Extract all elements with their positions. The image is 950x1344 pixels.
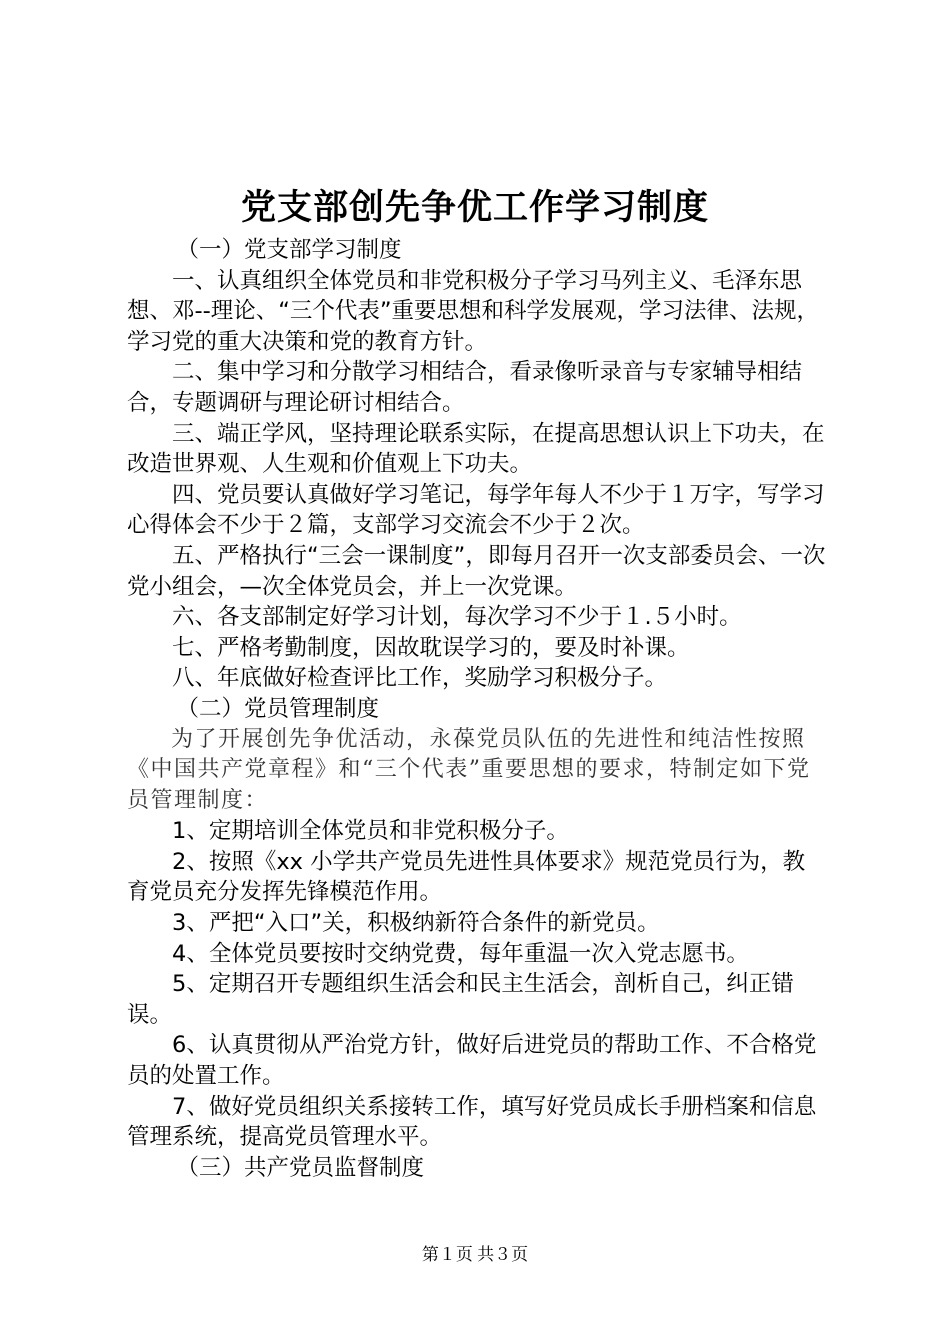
- document-body: [127, 235, 827, 1183]
- paragraph: 七、严格考勤制度，因故耽误学习的，要及时补课。: [172, 634, 690, 661]
- paragraph: 1、定期培训全体党员和非党积极分子。: [172, 818, 569, 845]
- document-title: 党支部创先争优工作学习制度: [240, 187, 709, 228]
- paragraph: 6、认真贯彻从严治党方针，做好后进党员的帮助工作、不合格党员的处置工作。: [127, 1032, 817, 1090]
- paragraph: 一、认真组织全体党员和非党积极分子学习马列主义、毛泽东思想、邓--理论、“三个代表”重要思想和科学发展观，学习法律、法规，学习党的重大决策和党的教育方针。: [127, 267, 820, 355]
- paragraph: 五、严格执行“三会一课制度”，即每月召开一次支部委员会、一次党小组会，—次全体党员会，并上一次党课。: [127, 542, 826, 600]
- paragraph: 7、做好党员组织关系接转工作，填写好党员成长手册档案和信息管理系统，提高党员管理水平。: [127, 1093, 817, 1151]
- paragraph: 三、端正学风，坚持理论联系实际，在提高思想认识上下功夫，在改造世界观、人生观和价值观上下功夫。: [127, 420, 825, 478]
- paragraph: 5、定期召开专题组织生活会和民主生活会，剖析自己，纠正错误。: [127, 971, 794, 1028]
- paragraph: 4、全体党员要按时交纳党费，每年重温一次入党志愿书。: [172, 940, 749, 967]
- paragraph: 八、年底做好检查评比工作，奖励学习积极分子。: [172, 665, 668, 692]
- intro-paragraph: 为了开展创先争优活动，永葆党员队伍的先进性和纯洁性按照《中国共产党章程》和“三个代表”重要思想的要求，特制定如下党员管理制度：: [127, 726, 811, 813]
- paragraph: 二、集中学习和分散学习相结合，看录像听录音与专家辅导相结合，专题调研与理论研讨相结合。: [127, 359, 803, 416]
- paragraph: 四、党员要认真做好学习笔记，每学年每人不少于１万字，写学习心得体会不少于２篇，支部学习交流会不少于２次。: [127, 481, 825, 539]
- section-heading: （三）共产党员监督制度: [176, 1154, 425, 1181]
- paragraph: 3、严把“入口”关，积极纳新符合条件的新党员。: [172, 910, 660, 937]
- paragraph: 六、各支部制定好学习计划，每次学习不少于１.５小时。: [172, 604, 742, 631]
- section-heading: （二）党员管理制度: [176, 695, 380, 722]
- paragraph: 2、按照《xx 小学共产党员先进性具体要求》规范党员行为，教育党员充分发挥先锋模范作用。: [127, 848, 806, 906]
- page-footer: 第１页 共３页: [421, 1245, 529, 1264]
- section-heading: （一）党支部学习制度: [176, 237, 402, 263]
